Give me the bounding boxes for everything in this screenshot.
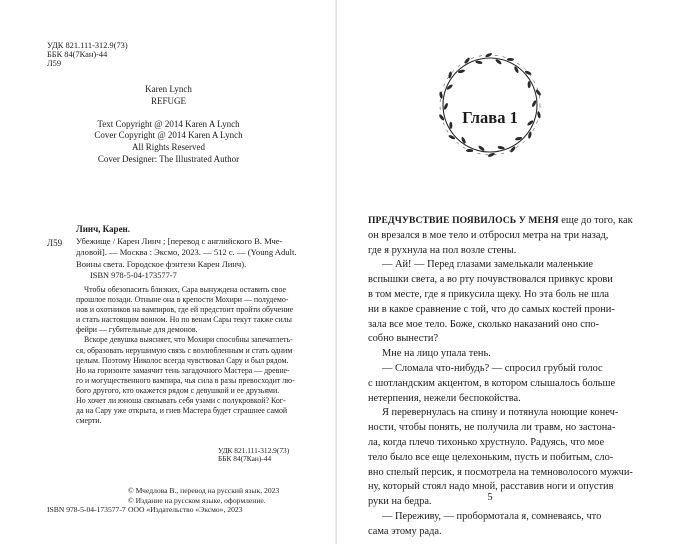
body-line: вспышки света, а во рту почувствовался привкус крови: [368, 274, 613, 286]
body-line: нетерпения, нежели беспокойства.: [368, 392, 521, 404]
body-line: ну, который стоял надо мной, расставив ноги и опустив: [368, 481, 614, 493]
annotation-line: целым. Поэтому Николос всегда чувствовал Сару и был рядом.: [76, 355, 289, 365]
isbn-main: ISBN 978-5-04-173577-7: [90, 271, 177, 280]
body-line: Я перевернулась на спину и потянула ноющие конеч-: [382, 407, 619, 419]
body-line: — Сломала что-нибудь? — спросил грубый голос: [382, 362, 603, 374]
annotation-line: бого другого, кто окажется рядом с девушкой и ее друзьями.: [76, 385, 280, 395]
catalog-code: Л59: [47, 59, 62, 68]
bibliographic-code: Л59: [47, 238, 63, 248]
annotation-line: Но хочет ли юноша связывать себя узами с полукровкой? Ког-: [76, 396, 286, 406]
credits-block: [0, 84, 337, 165]
wreath-leaf: [439, 91, 443, 99]
credits-spacer: [0, 107, 337, 119]
chapter-title: Глава 1: [462, 108, 518, 127]
annotation-line: Чтобы обезопасить близких, Сара вынуждена оставить свое: [84, 285, 287, 294]
body-line: — Переживу, — пробормотала я, сомневаясь, что: [382, 510, 602, 522]
wreath-leaf: [497, 145, 505, 149]
wreath-leaf: [507, 58, 514, 61]
credits-rights: All Rights Reserved: [132, 141, 205, 152]
credits-title: REFUGE: [150, 95, 186, 106]
body-line: где я рухнула на пол возле стены.: [368, 244, 517, 256]
credits-cover-designer: Cover Designer: The Illustrated Author: [97, 153, 240, 164]
body-line: тело было все еще целехоньким, пусть и побитым, сло-: [368, 451, 614, 463]
wreath-leaf: [475, 60, 483, 64]
catalog-bottom: [218, 447, 289, 463]
body-line: — Ай! — Перед глазами замелькали маленькие: [382, 259, 594, 271]
leafy-wreath-icon: [431, 46, 549, 164]
bibliographic-line: Убежище / Карен Линч ; [перевод с английского В. Мче-: [76, 236, 283, 246]
bibliographic-line: Воины света. Городское фэнтези Карен Линч).: [76, 258, 247, 269]
wreath-leaf: [466, 149, 473, 152]
annotation-line: и стать настоящим воином. Но по венам Сары текут также силы: [76, 315, 292, 325]
annotation-line: ся, образовать нерушимую связь с возлюбленным и стать одним: [76, 345, 293, 355]
bibliographic-author: Линч, Карен.: [76, 224, 130, 234]
annotation-line: го и могущественного вампира, чья сила в разы превосходит лю-: [76, 375, 295, 385]
body-line: ла, когда плечо тихонько хрустнуло. Радуясь, что мое: [368, 436, 605, 448]
lead-caps: ПРЕДЧУВСТВИЕ ПОЯВИЛОСЬ У МЕНЯ: [368, 215, 559, 226]
annotation-line: Но на горизонте замаячит тень загадочного Мастера — древне-: [76, 365, 290, 375]
body-line: в том месте, где я прикусила щеку. Но эта боль не шла: [368, 288, 610, 300]
copyright-line: © Издание на русском языке, оформление.: [128, 495, 266, 505]
right-page: [337, 0, 674, 544]
annotation-line: прошлое позади. Отныне она в крепости Мохири — полудемо-: [76, 295, 289, 305]
wreath-leaf: [485, 52, 493, 58]
body-line: ности, чтобы понять, не получила ли травм, но застона-: [368, 422, 616, 434]
body-line: собно вынести?: [368, 333, 439, 345]
page-number: 5: [487, 492, 493, 503]
body-line: зала все мое тело. Боже, сколько наказаний оно спо-: [368, 318, 600, 330]
body-line: с шотландским акцентом, в котором слышалось больше: [368, 377, 616, 389]
body-line: руки на бедра.: [368, 496, 432, 508]
copyright-block: [128, 486, 279, 515]
body-line-first: [368, 214, 648, 229]
body-line: сама этому рада.: [368, 525, 442, 537]
body-line: ни в какое сравнение с той, что до самых костей прони-: [368, 303, 615, 315]
catalog-bottom-bbk: ББК 84(7Кан)-44: [218, 454, 272, 463]
wreath-leaf: [528, 81, 531, 88]
copyright-line: ООО «Издательство «Эксмо», 2023: [128, 505, 243, 515]
credits-text-copyright: Text Copyright @ 2014 Karen A Lynch: [97, 118, 240, 129]
body-line: он врезался в мое тело и отбросил метра на три назад,: [368, 229, 609, 241]
body-line: вно спелый персик, я посмотрела на темноволосого мужчи-: [368, 466, 633, 478]
wreath-leaf: [531, 100, 537, 108]
annotation-line: Вскоре девушка выясняет, что Мохири способны запечатлеть-: [84, 335, 293, 345]
credits-author: Karen Lynch: [145, 84, 192, 94]
annotation-line: фейри — губительные для демонов.: [76, 325, 198, 335]
annotation-line: смерти.: [76, 416, 102, 426]
copyright-line: © Мчедлова В., перевод на русский язык, 2023: [128, 486, 280, 495]
catalog-udk: УДК 821.111-312.9(73): [47, 41, 128, 50]
catalog-bottom-udk: УДК 821.111-312.9(73): [218, 446, 290, 455]
bibliographic-line: дловой]. — Москва : Эксмо, 2023. — 512 с. — (Young Adult.: [76, 247, 297, 258]
catalog-bbk: ББК 84(7Кан)-44: [47, 50, 108, 59]
credits-cover-copyright: Cover Copyright @ 2014 Karen A Lynch: [94, 130, 243, 141]
body-text: [368, 214, 648, 540]
bibliographic-record: [76, 236, 297, 270]
annotation-line: нов и охотников на вампиров, где ей предстоит пройти обучение: [76, 305, 294, 315]
annotation: [76, 285, 330, 426]
isbn-bottom: ISBN 978-5-04-173577-7: [47, 505, 126, 514]
annotation-line: да на Сару уже открыта, и гнев Мастера будет страшнее самой: [76, 406, 288, 416]
first-line-rest: еще до того, как: [558, 215, 633, 226]
body-line: Мне на лицо упала тень.: [382, 348, 491, 360]
